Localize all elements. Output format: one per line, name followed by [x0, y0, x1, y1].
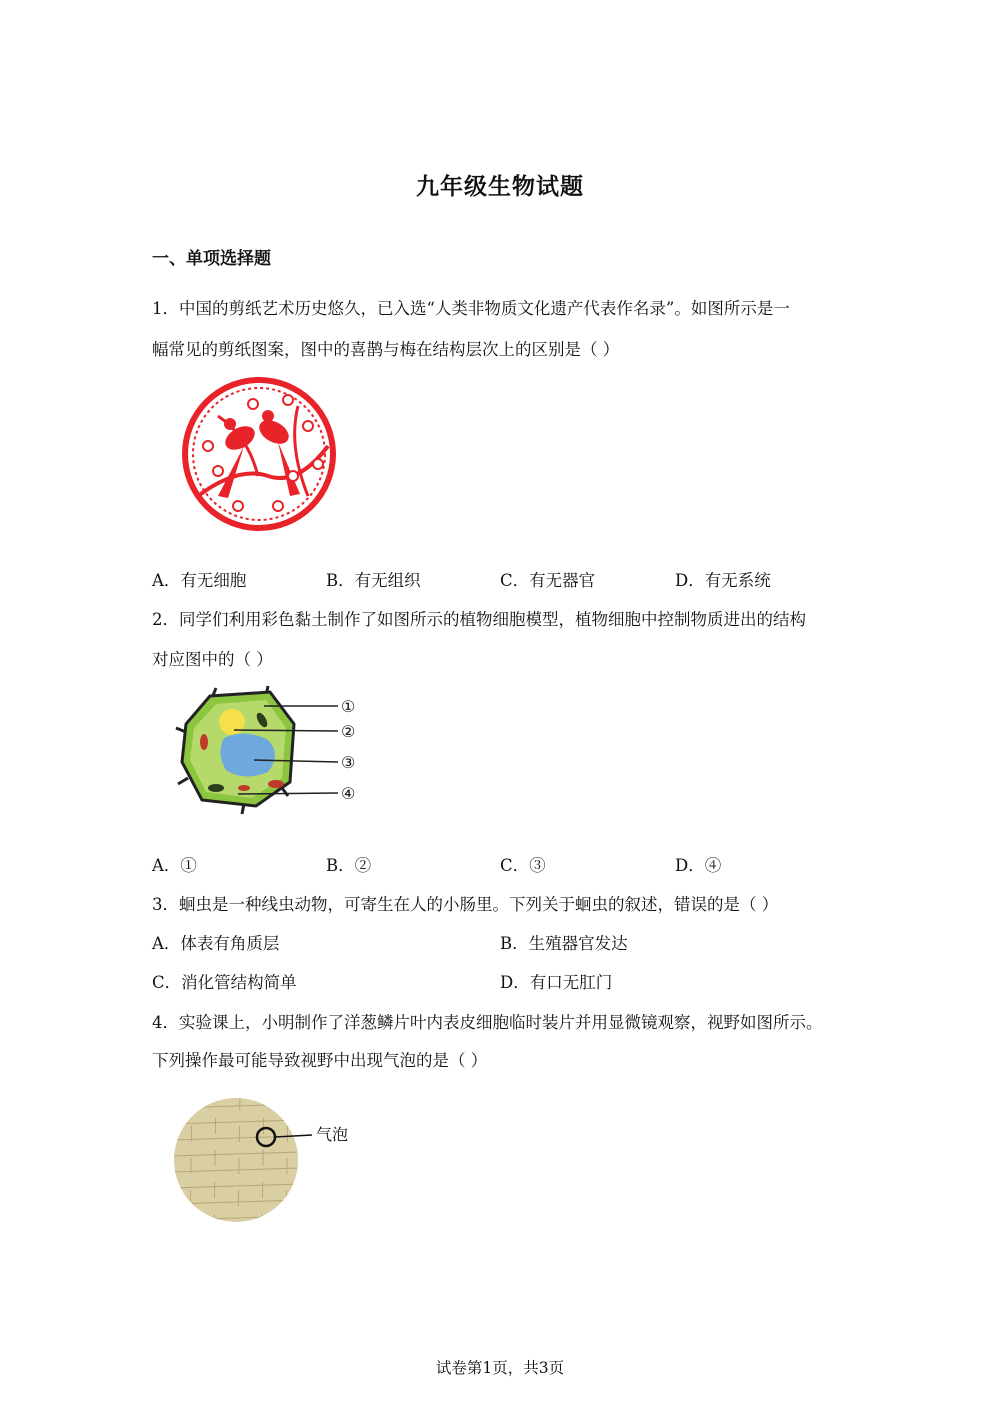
- papercut-magpie-plum-image: [178, 376, 340, 532]
- bubble-label: 气泡: [316, 1125, 349, 1144]
- cell-label-2: ②: [341, 722, 356, 741]
- q1-option-d: D．有无系统: [675, 571, 771, 590]
- page-title: 九年级生物试题: [416, 174, 584, 200]
- cell-label-4: ④: [341, 784, 356, 803]
- q1-text-line1: 1．中国的剪纸艺术历史悠久，已入选“人类非物质文化遗产代表作名录”。如图所示是一: [152, 299, 790, 318]
- q4-text-line1: 4．实验课上，小明制作了洋葱鳞片叶内表皮细胞临时装片并用显微镜观察，视野如图所示。: [152, 1013, 823, 1032]
- q3-option-d: D．有口无肛门: [500, 973, 613, 992]
- q3-option-b: B．生殖器官发达: [500, 934, 628, 953]
- q1-option-b: B．有无组织: [326, 571, 421, 590]
- cell-label-1: ①: [341, 697, 356, 716]
- microscope-view-image: [172, 1094, 332, 1226]
- q2-option-a: A．①: [152, 856, 197, 875]
- q1-option-a: A．有无细胞: [152, 571, 247, 590]
- q2-option-d: D．④: [675, 856, 722, 875]
- q1-option-c: C．有无器官: [500, 571, 596, 590]
- page-footer: 试卷第1页，共3页: [435, 1359, 565, 1377]
- q2-option-b: B．②: [326, 856, 372, 875]
- section-heading: 一、单项选择题: [152, 249, 271, 269]
- q4-text-line2: 下列操作最可能导致视野中出现气泡的是（ ）: [152, 1051, 488, 1070]
- q2-option-c: C．③: [500, 856, 546, 875]
- q2-text-line2: 对应图中的（ ）: [152, 650, 273, 669]
- cell-label-3: ③: [341, 753, 356, 772]
- plant-cell-model-image: [172, 684, 368, 816]
- q3-option-a: A．体表有角质层: [152, 934, 280, 953]
- q1-text-line2: 幅常见的剪纸图案，图中的喜鹊与梅在结构层次上的区别是（ ）: [152, 340, 620, 359]
- q3-text: 3．蛔虫是一种线虫动物，可寄生在人的小肠里。下列关于蛔虫的叙述，错误的是（ ）: [152, 895, 779, 914]
- q3-option-c: C．消化管结构简单: [152, 973, 297, 992]
- q2-text-line1: 2．同学们利用彩色黏土制作了如图所示的植物细胞模型，植物细胞中控制物质进出的结构: [152, 610, 806, 629]
